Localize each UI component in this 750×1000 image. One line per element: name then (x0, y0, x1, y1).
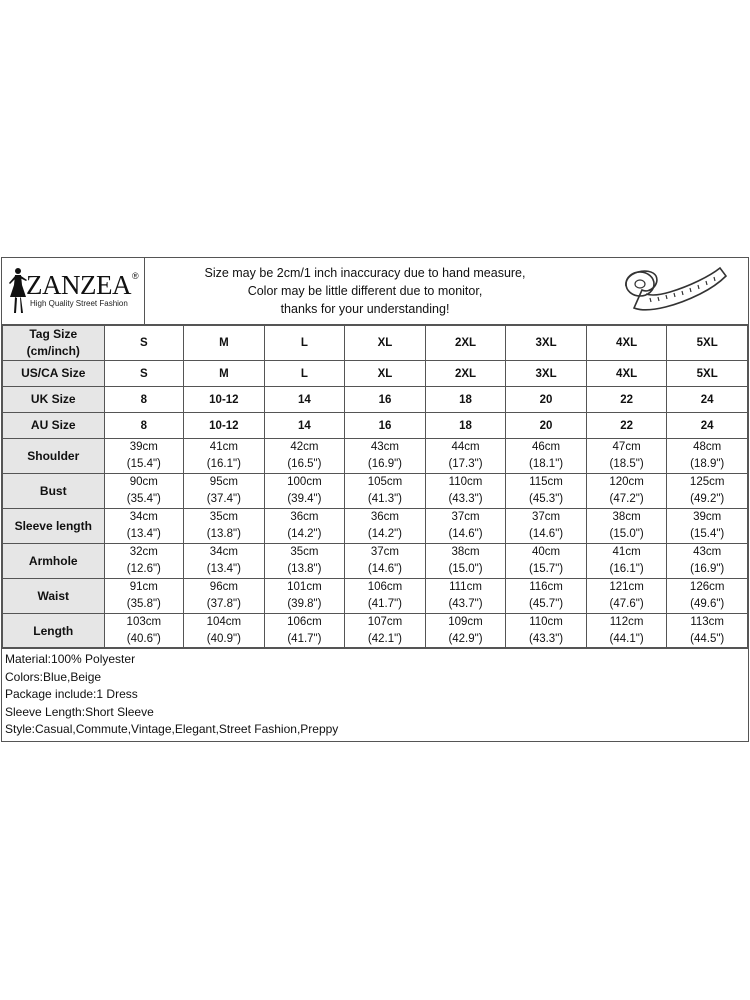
measure-cell (264, 439, 345, 474)
measure-inch: (13.4") (206, 563, 241, 575)
measure-inch: (45.7") (528, 598, 564, 610)
measure-inch: (16.5") (287, 458, 322, 470)
measure-inch: (49.2") (690, 493, 725, 505)
measure-inch: (16.9") (367, 458, 403, 470)
measure-row (3, 509, 748, 544)
measure-cell (184, 614, 265, 649)
measure-cm: 105cm (367, 476, 403, 488)
measure-inch: (41.3") (367, 493, 403, 505)
measure-inch: (17.3") (448, 458, 483, 470)
measure-cm: 39cm (129, 441, 158, 453)
measure-cm: 46cm (531, 441, 561, 453)
measure-inch: (15.0") (448, 563, 483, 575)
measure-inch: (15.4") (690, 528, 725, 540)
measure-cell (104, 614, 184, 649)
measure-cm: 116cm (529, 581, 563, 593)
measure-cell (345, 509, 426, 544)
measure-cell (506, 544, 587, 579)
measure-cm: 106cm (287, 616, 322, 628)
row-label: UK Size (3, 387, 105, 413)
measure-cell (184, 544, 265, 579)
measure-inch: (45.3") (528, 493, 564, 505)
measure-cm: 41cm (209, 441, 238, 453)
measure-cell (264, 579, 345, 614)
measure-cell (264, 474, 345, 509)
measure-inch: (39.4") (287, 493, 322, 505)
measure-cm: 34cm (209, 546, 238, 558)
measure-cm: 101cm (287, 581, 322, 593)
measure-cell (264, 544, 345, 579)
measure-inch: (42.9") (448, 633, 483, 645)
measure-cell (586, 544, 667, 579)
row-label: Shoulder (3, 439, 105, 474)
measure-cell (184, 509, 265, 544)
size-cell: 3XL (506, 361, 587, 387)
measure-inch: (43.3") (528, 633, 564, 645)
measure-cell (184, 579, 265, 614)
measure-cm: 35cm (209, 511, 238, 523)
row-label: Sleeve length (3, 509, 105, 544)
info-line: Sleeve Length:Short Sleeve (5, 704, 154, 719)
measure-cell (506, 614, 587, 649)
measure-cm: 90cm (129, 476, 158, 488)
tag-size-row (3, 326, 748, 361)
measure-inch: (47.6") (609, 598, 644, 610)
notice-line: Size may be 2cm/1 inch inaccuracy due to hand measure, (204, 266, 526, 280)
size-cell: 5XL (667, 361, 748, 387)
measure-cell (345, 579, 426, 614)
measure-cell (586, 579, 667, 614)
size-cell: S (104, 326, 184, 361)
measure-cm: 103cm (126, 616, 162, 628)
size-cell: 14 (264, 413, 345, 439)
info-line: Style:Casual,Commute,Vintage,Elegant,Street Fashion,Preppy (5, 722, 339, 736)
size-cell: M (184, 361, 265, 387)
measure-cell (425, 439, 506, 474)
size-cell: 20 (506, 413, 587, 439)
measure-cell (667, 509, 748, 544)
measure-cm: 95cm (209, 476, 238, 488)
measure-cell (586, 509, 667, 544)
measure-inch: (18.9") (690, 458, 725, 470)
measure-cm: 34cm (129, 511, 158, 523)
size-cell: 2XL (425, 361, 506, 387)
measure-inch: (44.5") (690, 633, 725, 645)
size-cell: 16 (345, 413, 426, 439)
measure-inch: (39.8") (287, 598, 322, 610)
measure-cell (506, 439, 587, 474)
measure-row (3, 439, 748, 474)
measure-cm: 37cm (451, 511, 480, 523)
measure-row (3, 614, 748, 649)
measure-cm: 120cm (609, 476, 644, 488)
measure-inch: (15.4") (126, 458, 161, 470)
notice-line: Color may be little different due to monitor, (247, 284, 483, 298)
measure-inch: (44.1") (609, 633, 644, 645)
notice-line: thanks for your understanding! (280, 302, 450, 316)
brand-name: ZANZEA (26, 270, 131, 300)
measure-cell (104, 439, 184, 474)
size-cell: 16 (345, 387, 426, 413)
measure-cm: 48cm (693, 441, 722, 453)
size-cell: 2XL (425, 326, 506, 361)
measure-cm: 121cm (609, 581, 644, 593)
measure-cm: 44cm (451, 441, 480, 453)
measure-cell (586, 474, 667, 509)
product-info (2, 647, 748, 739)
measure-cell (586, 439, 667, 474)
measure-cm: 36cm (290, 511, 319, 523)
size-cell: M (184, 326, 265, 361)
measure-cell (104, 544, 184, 579)
size-cell: S (104, 361, 184, 387)
measure-cm: 96cm (209, 581, 238, 593)
measure-cell (425, 474, 506, 509)
measure-inch: (16.9") (690, 563, 725, 575)
measure-row (3, 544, 748, 579)
measure-inch: (18.1") (528, 458, 564, 470)
measure-cell (506, 474, 587, 509)
measure-inch: (16.1") (206, 458, 241, 470)
measure-cm: 37cm (531, 511, 561, 523)
measure-row (3, 474, 748, 509)
measure-cell (667, 614, 748, 649)
measure-inch: (15.0") (609, 528, 644, 540)
measure-cm: 104cm (206, 616, 242, 628)
size-cell: 10-12 (184, 413, 265, 439)
measure-cm: 43cm (370, 441, 400, 453)
measure-notice (145, 264, 585, 318)
row-label-unit: (cm/inch) (26, 344, 80, 358)
row-label: AU Size (3, 413, 105, 439)
measure-row (3, 579, 748, 614)
measure-inch: (41.7") (367, 598, 403, 610)
measure-cell (667, 579, 748, 614)
measure-inch: (37.8") (206, 598, 241, 610)
measure-cm: 113cm (690, 616, 725, 628)
measure-cm: 38cm (612, 511, 641, 523)
size-cell: 14 (264, 387, 345, 413)
measure-cell (506, 509, 587, 544)
measure-inch: (43.3") (448, 493, 483, 505)
measure-cell (345, 439, 426, 474)
measure-cm: 115cm (529, 476, 563, 488)
measure-cm: 37cm (370, 546, 400, 558)
measure-inch: (14.2") (287, 528, 322, 540)
measure-cell (184, 439, 265, 474)
measure-cm: 91cm (129, 581, 158, 593)
measure-inch: (13.8") (287, 563, 322, 575)
measure-cell (425, 614, 506, 649)
size-cell: 8 (104, 387, 184, 413)
size-cell: 5XL (667, 326, 748, 361)
measure-inch: (41.7") (287, 633, 322, 645)
measure-cell (104, 509, 184, 544)
measure-cell (104, 474, 184, 509)
row-label: Armhole (3, 544, 105, 579)
measure-cell (184, 474, 265, 509)
measure-inch: (43.7") (448, 598, 483, 610)
size-table (2, 325, 748, 649)
measure-cell (264, 509, 345, 544)
measure-inch: (15.7") (528, 563, 564, 575)
measure-inch: (40.9") (206, 633, 241, 645)
measure-cm: 35cm (290, 546, 319, 558)
size-row (3, 413, 748, 439)
brand-logo (2, 258, 145, 324)
measure-inch: (47.2") (609, 493, 644, 505)
measure-cm: 107cm (367, 616, 403, 628)
measure-cm: 111cm (449, 581, 482, 593)
info-line: Colors:Blue,Beige (5, 669, 102, 684)
measure-cell (425, 579, 506, 614)
measure-cm: 110cm (529, 616, 563, 628)
brand-tagline: High Quality Street Fashion (30, 299, 128, 308)
size-cell: 3XL (506, 326, 587, 361)
measure-cell (104, 579, 184, 614)
size-cell: XL (345, 361, 426, 387)
measure-inch: (14.6") (528, 528, 564, 540)
measure-inch: (16.1") (609, 563, 644, 575)
measure-inch: (14.2") (367, 528, 403, 540)
size-cell: 18 (425, 413, 506, 439)
measure-inch: (49.6") (690, 598, 725, 610)
measure-inch: (13.4") (126, 528, 161, 540)
size-cell: 24 (667, 387, 748, 413)
measure-cm: 40cm (531, 546, 561, 558)
measure-cm: 43cm (693, 546, 722, 558)
measure-cell (345, 544, 426, 579)
measure-inch: (13.8") (206, 528, 241, 540)
measure-cell (345, 474, 426, 509)
measure-cell (425, 509, 506, 544)
size-chart (1, 257, 749, 742)
measure-inch: (40.6") (126, 633, 161, 645)
measure-inch: (14.6") (448, 528, 483, 540)
measure-cell (586, 614, 667, 649)
size-cell: XL (345, 326, 426, 361)
measure-cm: 112cm (609, 616, 644, 628)
measure-cm: 47cm (612, 441, 641, 453)
measure-cell (506, 579, 587, 614)
measure-cm: 38cm (451, 546, 480, 558)
info-line: Material:100% Polyester (5, 652, 136, 666)
size-cell: 22 (586, 387, 667, 413)
measure-cm: 39cm (693, 511, 722, 523)
measure-inch: (35.8") (126, 598, 161, 610)
row-label: Waist (3, 579, 105, 614)
size-row (3, 361, 748, 387)
size-cell: 20 (506, 387, 587, 413)
measure-inch: (42.1") (367, 633, 403, 645)
size-cell: 22 (586, 413, 667, 439)
registered-mark: ® (132, 271, 139, 281)
size-cell: 4XL (586, 326, 667, 361)
size-cell: L (264, 361, 345, 387)
row-label: Bust (3, 474, 105, 509)
measure-inch: (35.4") (126, 493, 161, 505)
size-cell: 4XL (586, 361, 667, 387)
measure-cm: 106cm (367, 581, 403, 593)
measure-cell (264, 614, 345, 649)
measure-cell (667, 474, 748, 509)
row-label: Tag Size (29, 327, 78, 341)
measure-cm: 126cm (689, 581, 725, 593)
measure-cm: 36cm (370, 511, 400, 523)
size-cell: 18 (425, 387, 506, 413)
measure-cm: 110cm (448, 476, 483, 488)
measuring-tape-icon (620, 264, 730, 318)
tag-size-label (3, 326, 105, 361)
measure-cm: 125cm (689, 476, 725, 488)
measure-cm: 42cm (290, 441, 319, 453)
measure-inch: (14.6") (367, 563, 403, 575)
size-cell: 8 (104, 413, 184, 439)
size-row (3, 387, 748, 413)
measure-cell (667, 439, 748, 474)
chart-header (2, 258, 748, 325)
measure-inch: (18.5") (609, 458, 644, 470)
row-label: US/CA Size (3, 361, 105, 387)
measure-cell (667, 544, 748, 579)
size-cell: 10-12 (184, 387, 265, 413)
measure-inch: (12.6") (126, 563, 161, 575)
info-line: Package include:1 Dress (5, 687, 138, 701)
measure-inch: (37.4") (206, 493, 241, 505)
measure-cell (425, 544, 506, 579)
measure-cm: 109cm (448, 616, 483, 628)
size-cell: 24 (667, 413, 748, 439)
measure-cm: 41cm (612, 546, 641, 558)
measure-cm: 32cm (129, 546, 158, 558)
measure-cm: 100cm (287, 476, 322, 488)
size-cell: L (264, 326, 345, 361)
row-label: Length (3, 614, 105, 649)
measure-cell (345, 614, 426, 649)
